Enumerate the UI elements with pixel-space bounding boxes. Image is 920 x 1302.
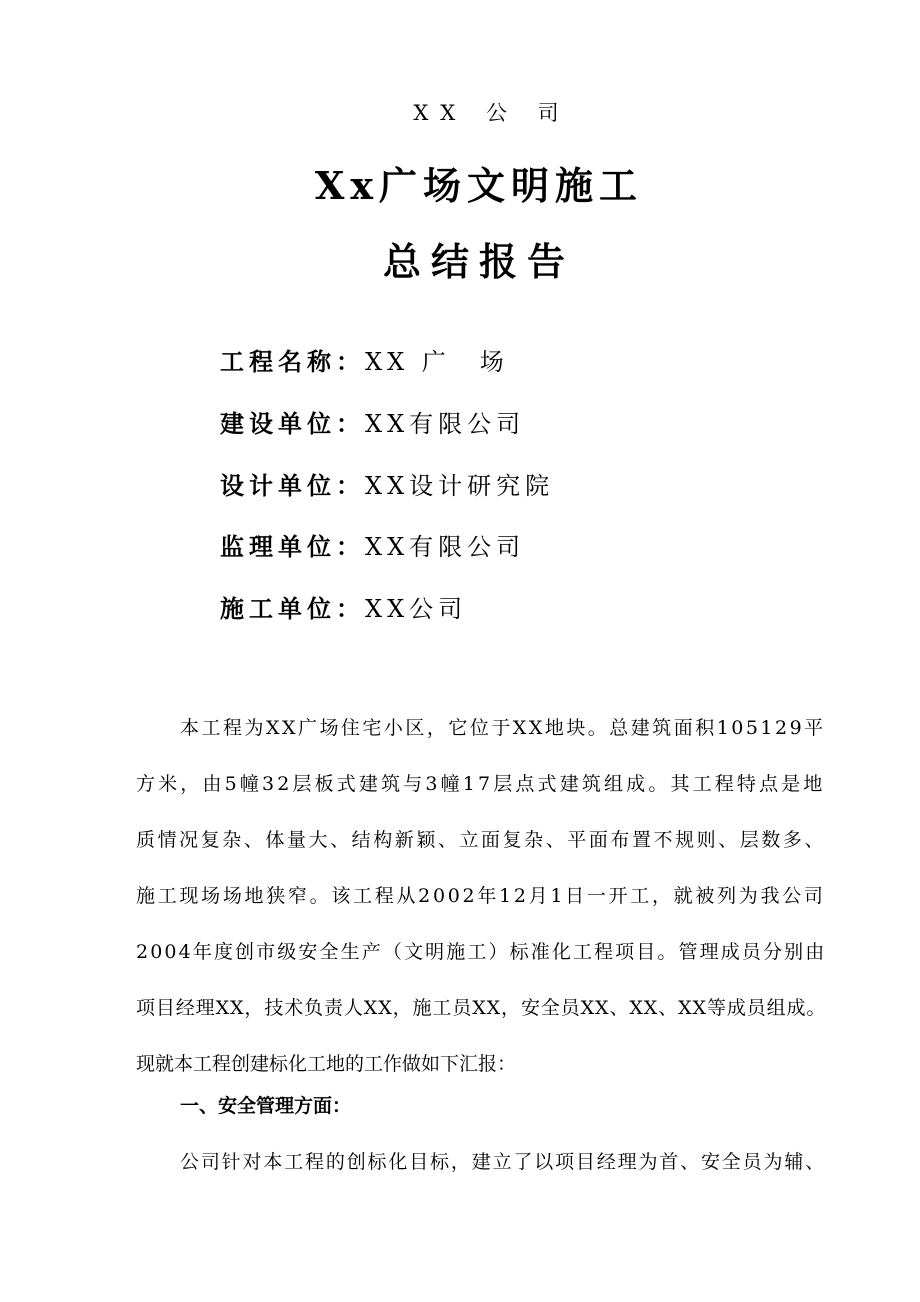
paragraph-line: 项目经理XX，技术负责人XX，施工员XX，安全员XX、XX、XX等成员组成。: [136, 997, 827, 1019]
info-value: XX 广 场: [365, 348, 509, 376]
info-construction-unit: [220, 407, 525, 441]
info-label: 施工单位：: [220, 594, 365, 623]
paragraph-line: 公司针对本工程的创标化目标，建立了以项目经理为首、安全员为辅、: [180, 1151, 827, 1173]
info-design-unit: [220, 469, 554, 503]
info-contractor-unit: [220, 592, 467, 626]
info-project-name: [220, 345, 509, 379]
paragraph-line: 质情况复杂、体量大、结构新颖、立面复杂、平面布置不规则、层数多、: [136, 829, 827, 851]
paragraph-line: 本工程为XX广场住宅小区，它位于XX地块。总建筑面积105129平: [180, 717, 826, 739]
paragraph-line: 施工现场场地狭窄。该工程从2002年12月1日一开工，就被列为我公司: [136, 885, 826, 907]
report-title-line-2: 总结报告: [382, 239, 575, 284]
info-value: XX设计研究院: [365, 472, 555, 500]
info-label: 监理单位：: [220, 532, 365, 561]
report-title-line-1: Xx广场文明施工: [314, 163, 644, 208]
info-value: XX有限公司: [365, 410, 526, 438]
info-label: 设计单位：: [220, 471, 365, 500]
info-label: 工程名称：: [220, 347, 365, 376]
paragraph-line: 现就本工程创建标化工地的工作做如下汇报：: [136, 1053, 517, 1075]
section-heading: 一、安全管理方面：: [180, 1095, 352, 1117]
info-value: XX有限公司: [365, 533, 526, 561]
paragraph-line: 2004年度创市级安全生产（文明施工）标准化工程项目。管理成员分别由: [136, 941, 827, 963]
info-supervision-unit: [220, 530, 525, 564]
info-label: 建设单位：: [220, 409, 365, 438]
info-value: XX公司: [365, 595, 468, 623]
paragraph-line: 方米，由5幢32层板式建筑与3幢17层点式建筑组成。其工程特点是地: [136, 773, 826, 795]
company-name: XX 公 司: [413, 101, 571, 125]
